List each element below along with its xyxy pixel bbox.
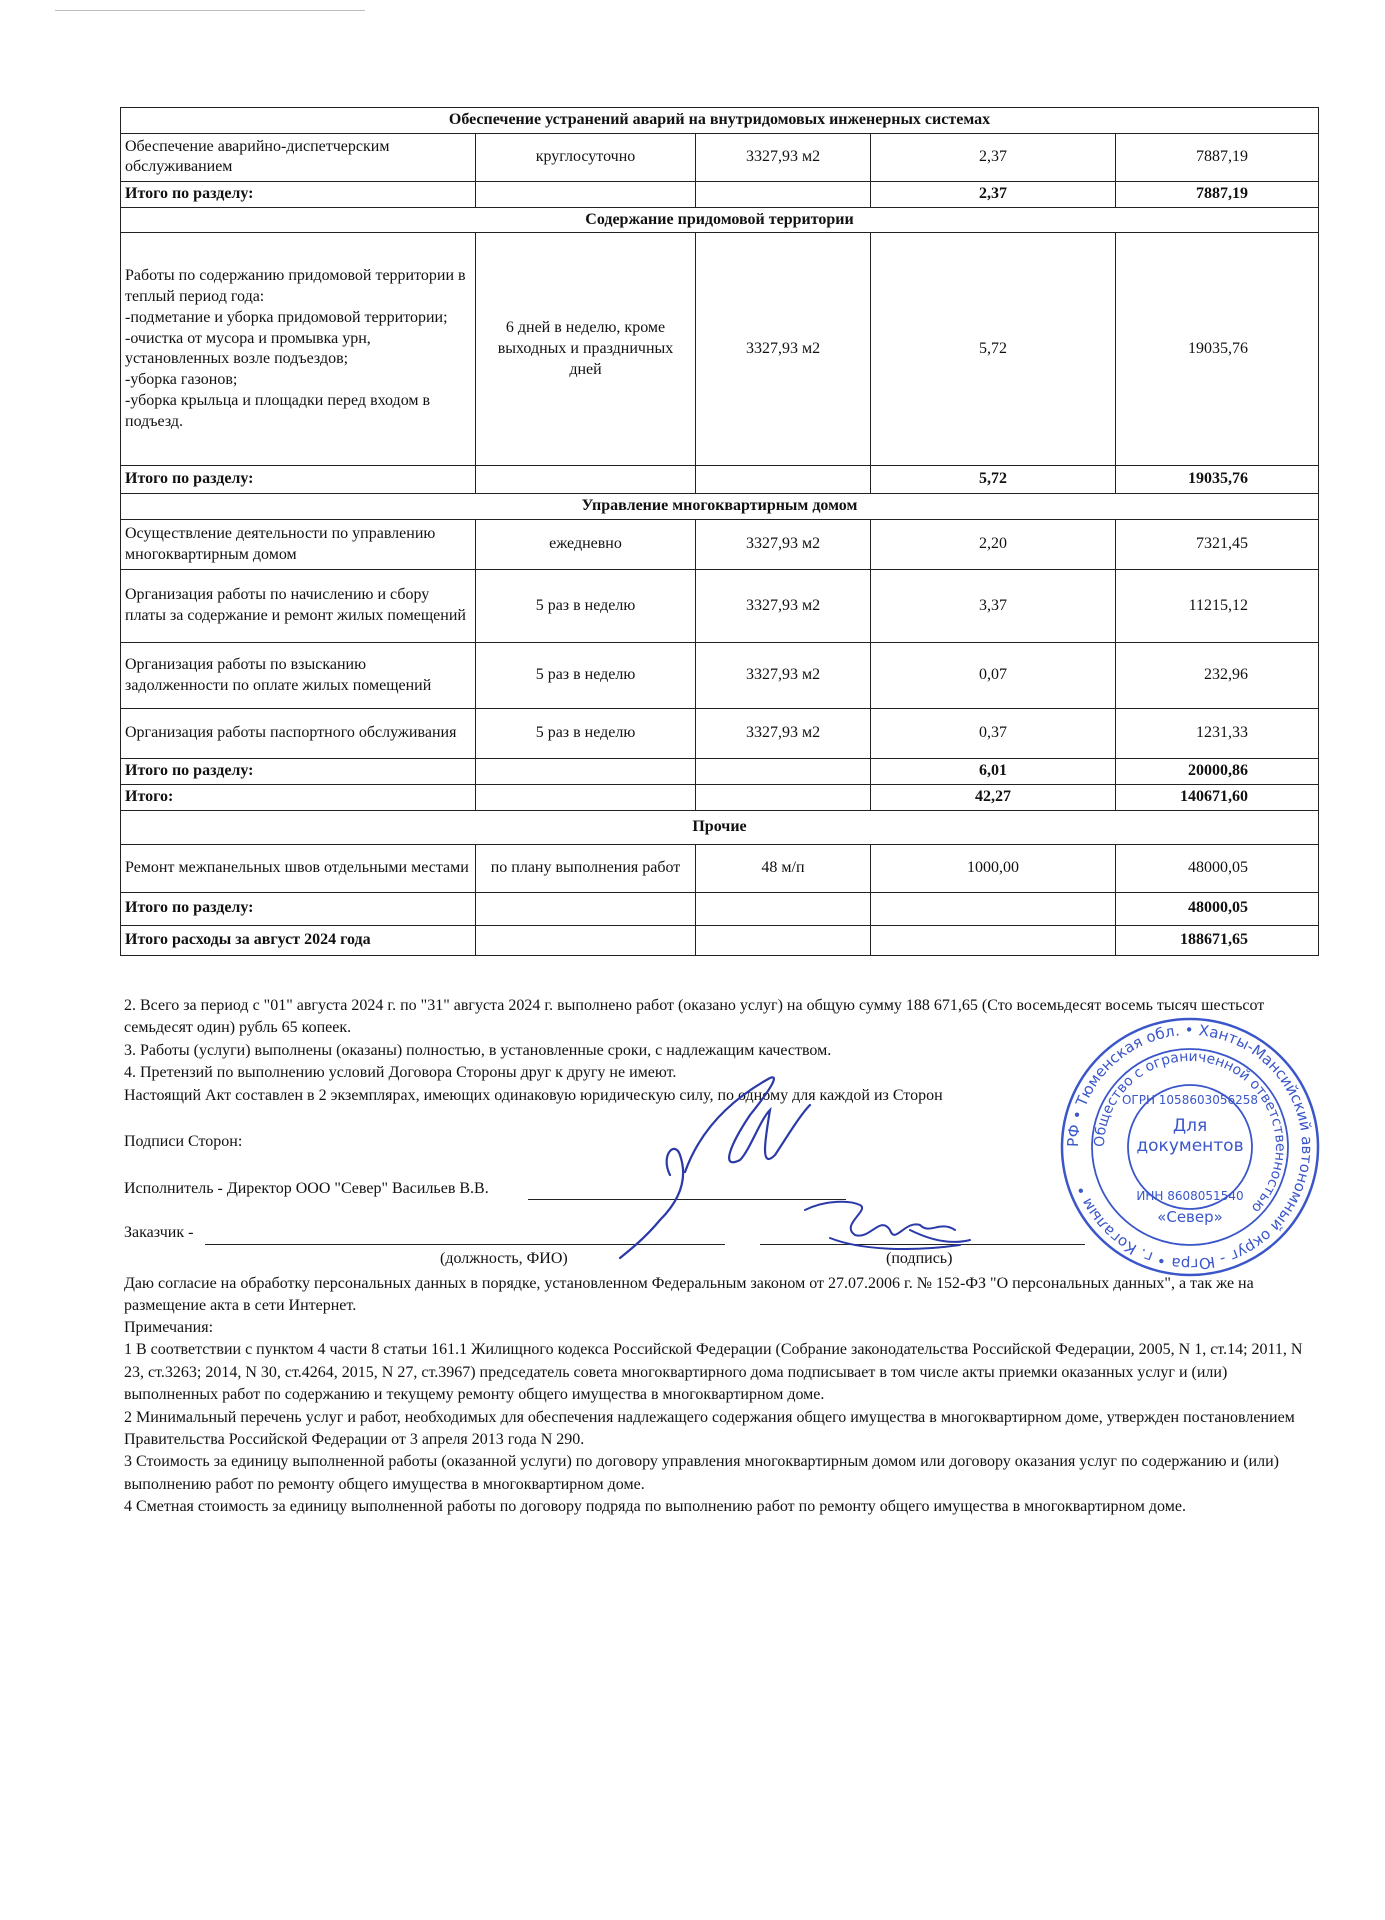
service-name: Организация работы по начислению и сбору платы за содержание и ремонт жилых помещений <box>121 570 476 643</box>
subtotal-sum: 48000,05 <box>1116 892 1319 925</box>
signatures-heading: Подписи Сторон: <box>124 1133 243 1150</box>
table-row <box>121 233 1319 466</box>
service-frequency: 6 дней в неделю, кроме выходных и праздничных дней <box>476 233 696 466</box>
service-sum: 232,96 <box>1116 643 1319 709</box>
table-row <box>121 520 1319 570</box>
service-frequency: 5 раз в неделю <box>476 570 696 643</box>
notes-title: Примечания: <box>124 1319 214 1336</box>
service-area: 3327,93 м2 <box>696 133 871 181</box>
subtotal-rate: 2,37 <box>871 181 1116 207</box>
section-title: Обеспечение устранений аварий на внутридомовых инженерных системах <box>121 108 1319 134</box>
executor-handwritten-signature <box>600 1060 820 1260</box>
service-name: Обеспечение аварийно-диспетчерским обслуживанием <box>121 133 476 181</box>
service-name: Работы по содержанию придомовой территории в теплый период года: -подметание и уборка придомовой территории; -очистка от мусора и промывка урн, установленных возле подъездов; -уборка газонов; -уборка крыльца и площадки перед входом в подъезд. <box>121 233 476 466</box>
service-frequency: 5 раз в неделю <box>476 643 696 709</box>
stamp-center-text: Для документов <box>1136 1117 1244 1156</box>
position-caption: (должность, ФИО) <box>440 1250 568 1267</box>
service-name: Ремонт межпанельных швов отдельными местами <box>121 844 476 892</box>
company-stamp <box>1055 1012 1325 1282</box>
service-sum: 1231,33 <box>1116 709 1319 759</box>
section-header-row <box>121 207 1319 233</box>
total-rate: 42,27 <box>871 784 1116 810</box>
subtotal-label: Итого по разделу: <box>121 466 476 494</box>
service-rate: 2,37 <box>871 133 1116 181</box>
service-rate: 3,37 <box>871 570 1116 643</box>
note-item: 2 Минимальный перечень услуг и работ, необходимых для обеспечения надлежащего содержания общего имущества в многоквартирном доме, утвержден постановлением Правительства Российской Федерации от 3 апреля 2013 года N 290. <box>124 1408 1295 1448</box>
total-label: Итого: <box>121 784 476 810</box>
table-row <box>121 643 1319 709</box>
subtotal-row <box>121 466 1319 494</box>
section-title: Прочие <box>121 810 1319 844</box>
signature-caption: (подпись) <box>886 1250 953 1267</box>
service-area: 3327,93 м2 <box>696 520 871 570</box>
subtotal-row <box>121 181 1319 207</box>
service-frequency: по плану выполнения работ <box>476 844 696 892</box>
paragraph-no-claims: 4. Претензий по выполнению условий Договора Стороны друг к другу не имеют. <box>124 1064 677 1082</box>
customer-handwritten-signature <box>800 1190 980 1270</box>
service-area: 48 м/п <box>696 844 871 892</box>
subtotal-label: Итого по разделу: <box>121 759 476 785</box>
table-row <box>121 844 1319 892</box>
grand-total-sum: 188671,65 <box>1116 925 1319 955</box>
total-row <box>121 784 1319 810</box>
service-area: 3327,93 м2 <box>696 233 871 466</box>
stamp-inn: ИНН 8608051540 <box>1136 1189 1244 1203</box>
notes-section <box>124 1317 1309 1519</box>
service-area: 3327,93 м2 <box>696 643 871 709</box>
service-sum: 48000,05 <box>1116 844 1319 892</box>
service-area: 3327,93 м2 <box>696 570 871 643</box>
total-sum: 140671,60 <box>1116 784 1319 810</box>
subtotal-sum: 7887,19 <box>1116 181 1319 207</box>
paragraph-quality: 3. Работы (услуги) выполнены (оказаны) полностью, в установленные сроки, с надлежащим качеством. <box>124 1041 832 1059</box>
service-area: 3327,93 м2 <box>696 709 871 759</box>
subtotal-row <box>121 892 1319 925</box>
stamp-ogrn: ОГРН 1058603056258 <box>1121 1093 1259 1107</box>
subtotal-sum: 20000,86 <box>1116 759 1319 785</box>
service-name: Организация работы паспортного обслуживания <box>121 709 476 759</box>
service-name: Организация работы по взысканию задолженности по оплате жилых помещений <box>121 643 476 709</box>
paragraph-copies: Настоящий Акт составлен в 2 экземплярах, имеющих одинаковую юридическую силу, по одному для каждой из Сторон <box>124 1086 943 1104</box>
section-header-row <box>121 494 1319 520</box>
stamp-company-name: «Север» <box>1157 1208 1223 1226</box>
service-rate: 0,07 <box>871 643 1116 709</box>
top-scan-line <box>55 10 365 11</box>
subtotal-label: Итого по разделу: <box>121 181 476 207</box>
note-item: 1 В соответствии с пунктом 4 части 8 статьи 161.1 Жилищного кодекса Российской Федерации (Собрание законодательства Российской Федерации, 2005, N 1, ст.14; 2011, N 23, ст.3263; 2014, N 30, ст.4264, 2015, N 27, ст.3967) председатель совета многоквартирного дома подписывает в том числе акты приемки оказанных услуг и (или) выполненных работ по содержанию и текущему ремонту общего имущества в многоквартирном доме. <box>124 1341 1303 1404</box>
service-frequency: ежедневно <box>476 520 696 570</box>
service-rate: 0,37 <box>871 709 1116 759</box>
service-sum: 19035,76 <box>1116 233 1319 466</box>
section-title: Управление многоквартирным домом <box>121 494 1319 520</box>
service-rate: 5,72 <box>871 233 1116 466</box>
table-row <box>121 709 1319 759</box>
service-sum: 11215,12 <box>1116 570 1319 643</box>
grand-total-label: Итого расходы за август 2024 года <box>121 925 476 955</box>
section-header-row <box>121 108 1319 134</box>
stamp-ring-text: РФ • Тюменская обл. • Ханты-Мансийский автономный округ - Югра • г. Когалым • <box>1063 1020 1317 1274</box>
service-sum: 7321,45 <box>1116 520 1319 570</box>
subtotal-label: Итого по разделу: <box>121 892 476 925</box>
service-frequency: 5 раз в неделю <box>476 709 696 759</box>
subtotal-rate: 6,01 <box>871 759 1116 785</box>
service-sum: 7887,19 <box>1116 133 1319 181</box>
service-frequency: круглосуточно <box>476 133 696 181</box>
subtotal-rate: 5,72 <box>871 466 1116 494</box>
stamp-inner-ring-text: Общество с ограниченной ответственностью <box>1091 1048 1289 1216</box>
subtotal-row <box>121 759 1319 785</box>
subtotal-sum: 19035,76 <box>1116 466 1319 494</box>
table-row <box>121 133 1319 181</box>
consent-text: Даю согласие на обработку персональных данных в порядке, установленном Федеральным законом от 27.07.2006 г. № 152-ФЗ "О персональных данных", а так же на размещение акта в сети Интернет. <box>124 1275 1254 1315</box>
service-name: Осуществление деятельности по управлению многоквартирным домом <box>121 520 476 570</box>
grand-total-row <box>121 925 1319 955</box>
customer-label: Заказчик - <box>124 1224 194 1241</box>
section-header-row <box>121 810 1319 844</box>
executor-label: Исполнитель - Директор ООО "Север" Васильев В.В. <box>124 1180 489 1197</box>
paragraph-total-amount: 2. Всего за период с "01" августа 2024 г. по "31" августа 2024 г. выполнено работ (оказано услуг) на общую сумму 188 671,65 (Сто восемьдесят восемь тысяч шестьсот семьдесят один) рубль 65 копеек. <box>124 997 1265 1037</box>
service-rate: 1000,00 <box>871 844 1116 892</box>
services-table <box>120 107 1319 956</box>
table-row <box>121 570 1319 643</box>
service-rate: 2,20 <box>871 520 1116 570</box>
note-item: 3 Стоимость за единицу выполненной работы (оказанной услуги) по договору управления многоквартирным домом или договору оказания услуг по содержанию и (или) выполнению работ по ремонту общего имущества в многоквартирном доме. <box>124 1453 1279 1493</box>
section-title: Содержание придомовой территории <box>121 207 1319 233</box>
note-item: 4 Сметная стоимость за единицу выполненной работы по договору подряда по выполнению работ по ремонту общего имущества в многоквартирном доме. <box>124 1498 1186 1516</box>
